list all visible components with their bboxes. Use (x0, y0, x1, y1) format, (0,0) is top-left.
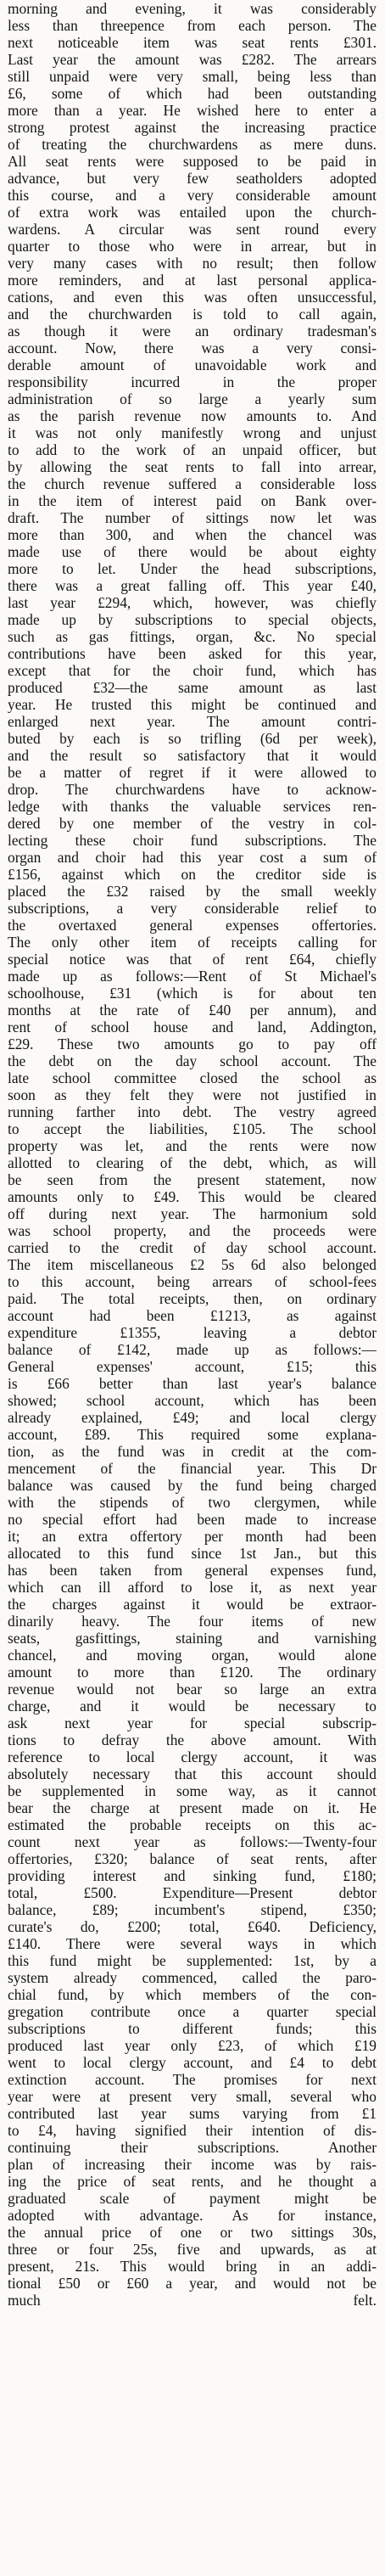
text-line: and the result so satisfactory that it would (8, 747, 377, 764)
text-line: draft. The number of sittings now let was (8, 509, 377, 526)
text-line: went to local clergy account, and £4 to debt (8, 2054, 377, 2071)
text-line: balance, £89; incumbent's stipend, £350; (8, 1901, 377, 1918)
text-line: this fund might be supplemented: 1st, by a (8, 1952, 377, 1969)
text-line: offertories, £320; balance of seat rents, after (8, 1850, 377, 1867)
text-line: quarter to those who were in arrear, but in (8, 238, 377, 255)
text-line: bear the charge at present made on it. He (8, 1799, 377, 1816)
text-line: gregation contribute once a quarter special (8, 2003, 377, 2020)
text-line: it; an extra offertory per month had been (8, 1528, 377, 1545)
text-line: the charges against it would be extraor- (8, 1596, 377, 1613)
text-line: Last year the amount was £282. The arrears (8, 51, 377, 68)
text-line: three or four 25s, five and upwards, as at (8, 2241, 377, 2258)
text-line: enlarged next year. The amount contri- (8, 713, 377, 730)
text-line: dinarily heavy. The four items of new (8, 1613, 377, 1630)
text-line: this course, and a very considerable amount (8, 187, 377, 204)
text-line: wardens. A circular was sent round every (8, 221, 377, 238)
text-line: much felt. (8, 2292, 377, 2309)
text-line: subscriptions, a very considerable relief to (8, 900, 377, 917)
text-line: account. Now, there was a very consi- (8, 340, 377, 356)
text-line: made use of there would be about eighty (8, 543, 377, 560)
text-line: next noticeable item was seat rents £301. (8, 34, 377, 51)
text-line: property was let, and the rents were now (8, 1137, 377, 1154)
text-line: paid. The total receipts, then, on ordinary (8, 1290, 377, 1307)
text-line: balance of £142, made up as follows:— (8, 1341, 377, 1358)
text-line: chial fund, by which members of the con- (8, 1986, 377, 2003)
text-line: amount to more than £120. The ordinary (8, 1664, 377, 1681)
text-line: still unpaid were very small, being less than (8, 68, 377, 85)
text-line: advance, but very few seatholders adopted (8, 170, 377, 187)
text-line: produced £32—the same amount as last (8, 679, 377, 696)
text-line: present, 21s. This would bring in an addi- (8, 2258, 377, 2275)
text-line: the church revenue suffered a considerable loss (8, 475, 377, 492)
text-line: the debt on the day school account. The (8, 1052, 377, 1069)
text-line: expenditure £1355, leaving a debtor (8, 1324, 377, 1341)
text-line: the overtaxed general expenses offertories. (8, 917, 377, 934)
text-line: ledge with thanks the valuable services ren- (8, 798, 377, 815)
text-line: as the parish revenue now amounts to. And (8, 407, 377, 424)
text-line: buted by each is so trifling (6d per week), (8, 730, 377, 747)
text-line: charge, and it would be necessary to (8, 1698, 377, 1715)
text-line: The item miscellaneous £2 5s 6d also belonged (8, 1256, 377, 1273)
text-line: which can ill afford to lose it, as next year (8, 1579, 377, 1596)
text-line: year. He trusted this might be continued and (8, 696, 377, 713)
text-line: be supplemented in some way, as it cannot (8, 1782, 377, 1799)
text-line: in the item of interest paid on Bank over- (8, 492, 377, 509)
text-line: and the churchwarden is told to call again, (8, 306, 377, 323)
text-line: ask next year for special subscrip- (8, 1715, 377, 1731)
text-line: balance was caused by the fund being charged (8, 1477, 377, 1494)
text-line: there was a great falling off. This year £40, (8, 577, 377, 594)
text-line: schoolhouse, £31 (which is for about ten (8, 985, 377, 1002)
text-line: subscriptions to different funds; this (8, 2020, 377, 2037)
text-line: no special effort had been made to increase (8, 1511, 377, 1528)
text-line: morning and evening, it was considerably (8, 0, 377, 17)
text-line: made up as follows:—Rent of St Michael's (8, 968, 377, 985)
text-line: the annual price of one or two sittings 30s, (8, 2224, 377, 2241)
text-line: last year £294, which, however, was chiefly (8, 594, 377, 611)
text-line: of treating the churchwardens as mere duns. (8, 136, 377, 153)
text-line: to this account, being arrears of school-fees (8, 1273, 377, 1290)
text-line: except that for the choir fund, which has (8, 662, 377, 679)
text-line: account had been £1213, as against (8, 1307, 377, 1324)
text-line: more than 300, and when the chancel was (8, 526, 377, 543)
text-line (8, 2343, 377, 2360)
text-line: to £4, having signified their intention of dis- (8, 2122, 377, 2139)
text-line: ing the price of seat rents, and he thought a (8, 2173, 377, 2190)
text-line: strong protest against the increasing practice (8, 119, 377, 136)
text-line: count next year as follows:—Twenty-four (8, 1833, 377, 1850)
text-line: by allowing the seat rents to fall into arrear, (8, 458, 377, 475)
text-line: be a matter of regret if it were allowed to (8, 764, 377, 781)
text-line: plan of increasing their income was by rais- (8, 2156, 377, 2173)
text-line: administration of so large a yearly sum (8, 390, 377, 407)
text-line-last (8, 2360, 377, 2377)
text-line: derable amount of unavoidable work and (8, 356, 377, 373)
text-line: with the stipends of two clergymen, while (8, 1494, 377, 1511)
text-line: more than a year. He wished here to enter a (8, 102, 377, 119)
text-line: extinction account. The promises for next (8, 2071, 377, 2088)
text-line: revenue would not bear so large an extra (8, 1681, 377, 1698)
text-line: tions to defray the above amount. With (8, 1731, 377, 1748)
text-line: carried to the credit of day school account. (8, 1239, 377, 1256)
text-line: £29. These two amounts go to pay off (8, 1035, 377, 1052)
text-line: to accept the liabilities, £105. The school (8, 1120, 377, 1137)
text-line: £6, some of which had been outstanding (8, 85, 377, 102)
text-line: such as gas fittings, organ, &c. No special (8, 628, 377, 645)
text-line: absolutely necessary that this account should (8, 1765, 377, 1782)
text-line: curate's do, £200; total, £640. Deficiency, (8, 1918, 377, 1935)
text-line: running farther into debt. The vestry agreed (8, 1103, 377, 1120)
text-line: General expenses' account, £15; this (8, 1358, 377, 1375)
text-line: dered by one member of the vestry in col- (8, 815, 377, 832)
text-line: year were at present very small, several who (8, 2088, 377, 2105)
text-line: special notice was that of rent £64, chiefly (8, 951, 377, 968)
text-line: of extra work was entailed upon the church- (8, 204, 377, 221)
text-line: providing interest and sinking fund, £180; (8, 1867, 377, 1884)
text-line: organ and choir had this year cost a sum of (8, 849, 377, 866)
text-line: responsibility incurred in the proper (8, 373, 377, 390)
text-line: made up by subscriptions to special objects, (8, 611, 377, 628)
text-line: already explained, £49; and local clergy (8, 1409, 377, 1426)
text-line: more reminders, and at last personal applica- (8, 272, 377, 289)
text-line: produced last year only £23, of which £19 (8, 2037, 377, 2054)
text-line: as though it were an ordinary tradesman's (8, 323, 377, 340)
text-line: continuing their subscriptions. Another (8, 2139, 377, 2156)
text-line: soon as they felt they were not justified in (8, 1086, 377, 1103)
text-line: allocated to this fund since 1st Jan., but this (8, 1545, 377, 1562)
text-line: tion, as the fund was in credit at the com- (8, 1443, 377, 1460)
text-line: system already commenced, called the paro- (8, 1969, 377, 1986)
text-line: more to let. Under the head subscriptions, (8, 560, 377, 577)
text-line: The only other item of receipts calling for (8, 934, 377, 951)
text-line: off during next year. The harmonium sold (8, 1205, 377, 1222)
text-line: cations, and even this was often unsuccessful, (8, 289, 377, 306)
text-line (8, 2326, 377, 2343)
text-line: tional £50 or £60 a year, and would not be (8, 2275, 377, 2292)
text-line: £140. There were several ways in which (8, 1935, 377, 1952)
text-line: seats, gasfittings, staining and varnishing (8, 1630, 377, 1647)
text-line: contributions have been asked for this year, (8, 645, 377, 662)
text-line: adopted with advantage. As for instance, (8, 2207, 377, 2224)
text-line: is £66 better than last year's balance (8, 1375, 377, 1392)
text-line: estimated the probable receipts on this ac- (8, 1816, 377, 1833)
text-line: late school committee closed the school as (8, 1069, 377, 1086)
text-line: account, £89. This required some explana- (8, 1426, 377, 1443)
text-line: allotted to clearing of the debt, which, as will (8, 1154, 377, 1171)
text-line: very many cases with no result; then follow (8, 255, 377, 272)
text-line: drop. The churchwardens have to acknow- (8, 781, 377, 798)
text-line: was school property, and the proceeds were (8, 1222, 377, 1239)
text-line: mencement of the financial year. This Dr (8, 1460, 377, 1477)
text-line: chancel, and moving organ, would alone (8, 1647, 377, 1664)
text-line: showed; school account, which has been (8, 1392, 377, 1409)
text-line: lecting these choir fund subscriptions. The (8, 832, 377, 849)
text-line: contributed last year sums varying from £1 (8, 2105, 377, 2122)
text-line: be seen from the present statement, now (8, 1171, 377, 1188)
text-line: less than threepence from each person. The (8, 17, 377, 34)
text-line (8, 2309, 377, 2326)
text-line: graduated scale of payment might be (8, 2190, 377, 2207)
text-line: to add to the work of an unpaid officer, but (8, 441, 377, 458)
text-line: amounts only to £49. This would be cleared (8, 1188, 377, 1205)
text-line: £156, against which on the creditor side is (8, 866, 377, 883)
text-line: placed the £32 raised by the small weekly (8, 883, 377, 900)
text-line: it was not only manifestly wrong and unjust (8, 424, 377, 441)
text-line: total, £500. Expenditure—Present debtor (8, 1884, 377, 1901)
text-line: months at the rate of £40 per annum), and (8, 1002, 377, 1019)
text-line: reference to local clergy account, it was (8, 1748, 377, 1765)
text-line: rent of school house and land, Addington, (8, 1019, 377, 1035)
text-line: has been taken from general expenses fund, (8, 1562, 377, 1579)
text-line: All seat rents were supposed to be paid in (8, 153, 377, 170)
